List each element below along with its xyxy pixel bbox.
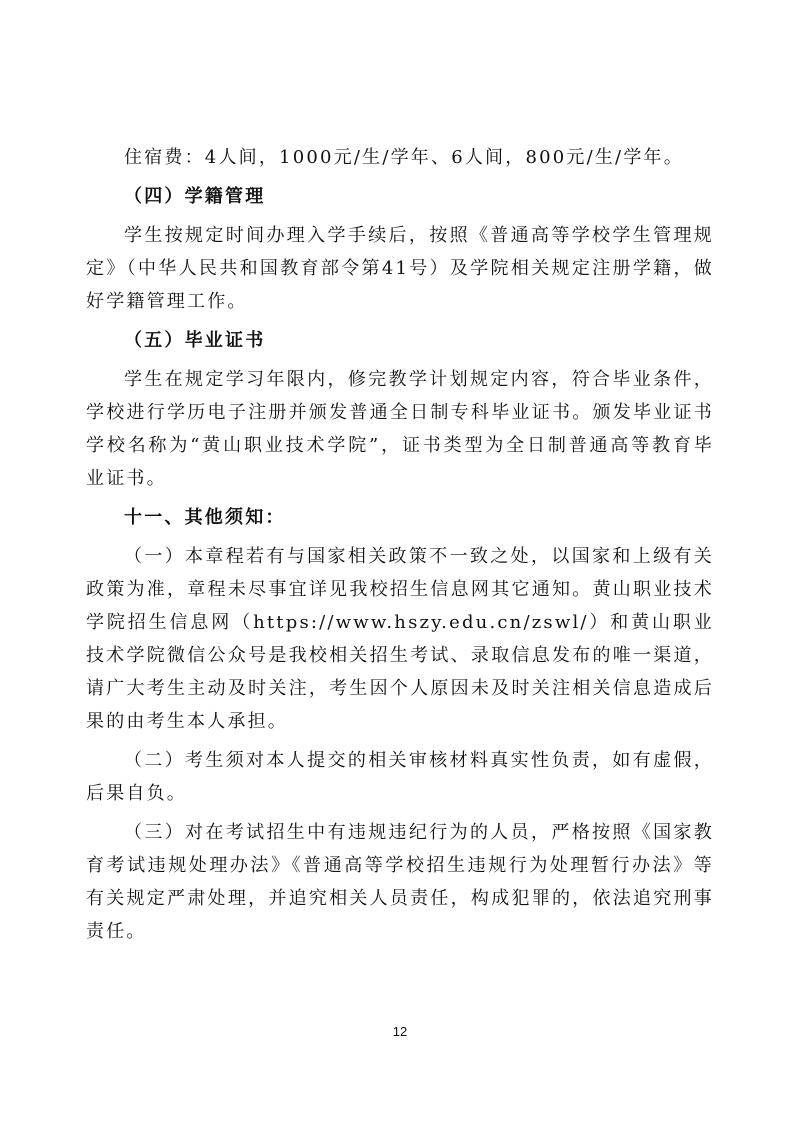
accommodation-fee-text: 住宿费：4人间，1000元/生/学年、6人间，800元/生/学年。 xyxy=(124,147,684,168)
section-11-heading: 十一、其他须知： xyxy=(124,507,286,528)
notice-1-text: （一）本章程若有与国家相关政策不一致之处，以国家和上级有关政策为准，章程未尽事宜详见我校招生信息网其它通知。黄山职业技术学院招生信息网（https://www.hszy.edu.cn/zswl/）和黄山职业技术学院微信公众号是我校相关招生考试、录取信息发布的唯一渠道，请广大考生主动及时关注，考生因个人原因未及时关注相关信息造成后果的由考生本人承担。 xyxy=(86,546,714,732)
section-4-heading: （四）学籍管理 xyxy=(124,186,266,207)
document-body xyxy=(86,141,714,954)
section-5-heading: （五）毕业证书 xyxy=(124,330,266,351)
page-number: 12 xyxy=(392,1024,408,1039)
graduation-certificate-text: 学生在规定学习年限内，修完教学计划规定内容，符合毕业条件，学校进行学历电子注册并颁发普通全日制专科毕业证书。颁发毕业证书学校名称为“黄山职业技术学院”，证书类型为全日制普通高等教育毕业证书。 xyxy=(86,369,714,489)
notice-3-text: （三）对在考试招生中有违规违纪行为的人员，严格按照《国家教育考试违规处理办法》《普通高等学校招生违规行为处理暂行办法》等有关规定严肃处理，并追究相关人员责任，构成犯罪的，依法追究刑事责任。 xyxy=(86,822,714,942)
student-status-text: 学生按规定时间办理入学手续后，按照《普通高等学校学生管理规定》（中华人民共和国教育部令第41号）及学院相关规定注册学籍，做好学籍管理工作。 xyxy=(86,225,714,312)
notice-2-text: （二）考生须对本人提交的相关审核材料真实性负责，如有虚假，后果自负。 xyxy=(86,750,714,804)
